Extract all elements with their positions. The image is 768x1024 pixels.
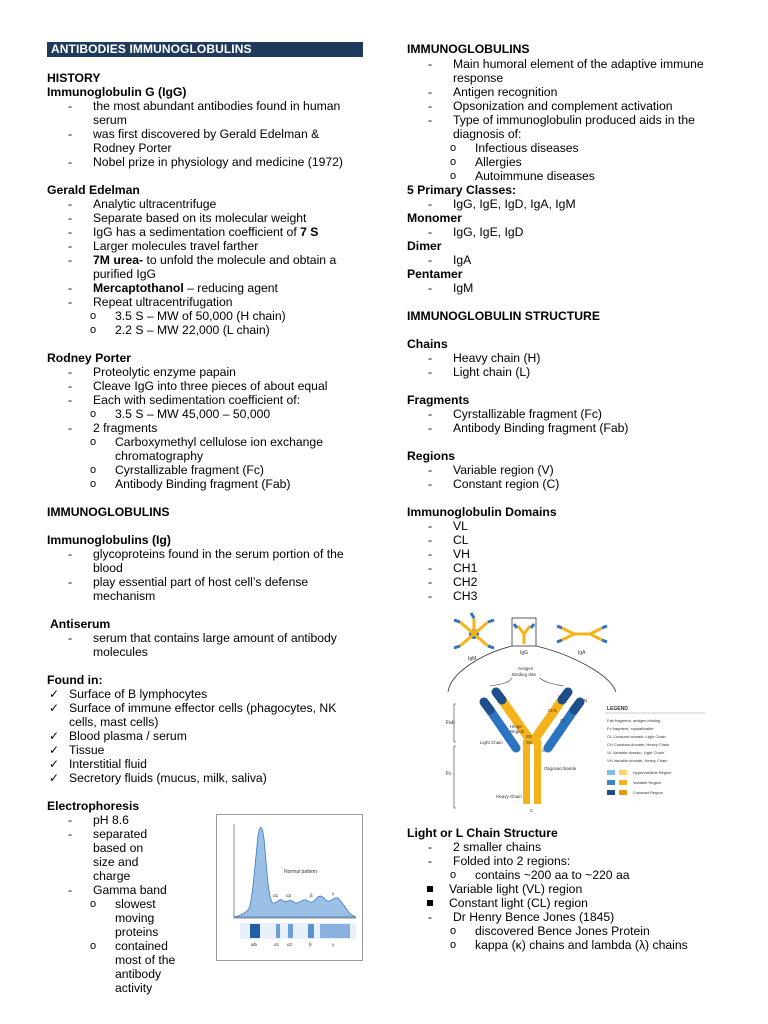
electrophoresis-figure <box>216 814 363 961</box>
list-item: - Cyrstallizable fragment (Fc) <box>428 407 602 421</box>
list-item: - separated based on size and charge <box>68 827 148 883</box>
zoom-line-right <box>536 646 616 692</box>
legend-region: Constant Region <box>633 790 663 795</box>
dimer-heading: Dimer <box>407 239 442 253</box>
binding-arc <box>490 678 564 686</box>
legend-line: CL Constant domain, Light Chain <box>607 734 666 739</box>
bottom-label: γ <box>332 942 335 947</box>
list-item: - VH <box>428 547 470 561</box>
list-item: - IgM <box>428 281 474 295</box>
peak-label: γ <box>332 891 335 896</box>
c-label: C <box>542 748 546 753</box>
list-item: - the most abundant antibodies found in human serum <box>68 99 341 127</box>
sub-item: o 3.5 S – MW 45,000 – 50,000 <box>90 407 271 421</box>
light-chain-label: Light Chain <box>480 740 503 745</box>
list-item: - Larger molecules travel farther <box>68 239 259 253</box>
list-item: - Antibody Binding fragment (Fab) <box>428 421 629 435</box>
list-item: - Gamma band <box>68 883 167 897</box>
sub-item: o discovered Bence Jones Protein <box>450 924 650 938</box>
classes-heading: 5 Primary Classes: <box>407 183 517 197</box>
porter-heading: Rodney Porter <box>47 351 131 365</box>
big-antibody <box>484 692 587 813</box>
list-item: - Type of immunoglobulin produced aids in the diagnosis of: <box>428 113 695 141</box>
binding-site-label: Binding Site <box>512 672 537 677</box>
list-item: - CH1 <box>428 561 478 575</box>
list-item: - Constant region (C) <box>428 477 560 491</box>
list-item: - pH 8.6 <box>68 813 129 827</box>
square-item: Constant light (CL) region <box>407 896 723 910</box>
right-column <box>407 42 723 603</box>
list-item: - Analytic ultracentrifuge <box>68 197 217 211</box>
list-item: - Mercaptothanol – reducing agent <box>68 281 278 295</box>
check-item: ✓ Tissue <box>49 743 105 757</box>
fab-label: Fab <box>446 720 455 726</box>
c-label-bottom: C <box>530 808 534 813</box>
legend-region: Hypervariable Region <box>633 770 672 775</box>
band-alpha2 <box>288 924 293 938</box>
monomer-heading: Monomer <box>407 211 462 225</box>
fragments-heading: Fragments <box>407 393 470 407</box>
regions-heading: Regions <box>407 449 456 463</box>
list-item: - CL <box>428 533 469 547</box>
list-item: - Light chain (L) <box>428 365 531 379</box>
sub-item: o Antibody Binding fragment (Fab) <box>90 477 291 491</box>
bottom-label: α2 <box>287 942 293 947</box>
list-item: - Separate based on its molecular weight <box>68 211 307 225</box>
list-item: - IgG, IgE, IgD <box>428 225 524 239</box>
igm-label: IgM <box>468 656 477 662</box>
electrophoresis-heading: Electrophoresis <box>47 799 140 813</box>
light-chain-section <box>407 826 723 952</box>
legend-line: CH Constant domain, Heavy Chain <box>607 742 670 747</box>
list-item: - IgA <box>428 253 472 267</box>
sub-item: o contains ~200 aa to ~220 aa <box>450 868 630 882</box>
swatch-var-light <box>607 780 615 785</box>
legend-region: Variable Region <box>633 780 662 785</box>
history-heading: HISTORY <box>47 71 101 85</box>
sub-item: o Autoimmune diseases <box>450 169 595 183</box>
antigen-label: Antigen <box>518 666 534 671</box>
stem-right <box>534 740 541 804</box>
list-item: - serum that contains large amount of antibody molecules <box>68 631 337 659</box>
list-item: - Heavy chain (H) <box>428 351 541 365</box>
pentamer-heading: Pentamer <box>407 267 463 281</box>
list-item: - CH3 <box>428 589 478 603</box>
check-item: ✓ Surface of immune effector cells (phagocytes, NK cells, mast cells) <box>49 701 337 729</box>
list-item: - Opsonization and complement activation <box>428 99 673 113</box>
domains-heading: Immunoglobulin Domains <box>407 505 557 519</box>
bottom-label: alb <box>251 942 258 947</box>
igg-heading: Immunoglobulin G (IgG) <box>47 85 187 99</box>
electrophoresis-svg <box>216 814 363 961</box>
list-item: - Cleave IgG into three pieces of about equal <box>68 379 328 393</box>
legend-line: Fab fragment, antigen-binding <box>607 718 661 723</box>
legend <box>605 706 705 795</box>
swatch-const-heavy <box>619 790 627 795</box>
fab-fc-brackets <box>454 704 456 808</box>
list-item: - Each with sedimentation coefficient of: <box>68 393 301 407</box>
hinge-label: Hinge <box>510 724 522 729</box>
right-variable <box>562 692 580 710</box>
ss-label: SS <box>526 734 533 739</box>
sub-item: o 3.5 S – MW of 50,000 (H chain) <box>90 309 286 323</box>
swatch-const-light <box>607 790 615 795</box>
heavy-chain-label: Heavy Chain <box>496 794 522 799</box>
band-alpha1 <box>276 924 280 938</box>
square-item: Variable light (VL) region <box>407 882 723 896</box>
ss-label-2: SS <box>526 740 533 745</box>
list-item: - Nobel prize in physiology and medicine (1972) <box>68 155 343 169</box>
list-item: - IgG has a sedimentation coefficient of 7 S <box>68 225 319 239</box>
legend-line: Fc fragment, crystallizable <box>607 726 654 731</box>
small-igm <box>454 613 494 648</box>
list-item: - Folded into 2 regions: <box>428 854 571 868</box>
sub-item: o Carboxymethyl cellulose ion exchange chromatography <box>90 435 323 463</box>
check-item: ✓ Secretory fluids (mucus, milk, saliva) <box>49 771 267 785</box>
list-item: - Dr Henry Bence Jones (1845) <box>428 910 615 924</box>
bottom-label: β <box>309 942 312 947</box>
swatch-hyper-heavy <box>619 770 627 775</box>
list-item: - 2 fragments <box>68 421 158 435</box>
peak-label: α2 <box>286 893 292 898</box>
sub-item: o Allergies <box>450 155 522 169</box>
band-beta <box>308 924 314 938</box>
swatch-hyper-light <box>607 770 615 775</box>
immunoglobulins-title: IMMUNOGLOBULINS <box>407 42 530 56</box>
legend-line: VL Variable domain, Light Chain <box>607 750 664 755</box>
legend-title: LEGEND <box>607 706 628 712</box>
list-item: - was first discovered by Gerald Edelman & Rodney Porter <box>68 127 320 155</box>
sub-item: o Cyrstallizable fragment (Fc) <box>90 463 264 477</box>
list-item: - 7M urea- to unfold the molecule and obtain a purified IgG <box>68 253 337 281</box>
bottom-label: α1 <box>274 942 280 947</box>
cl-label: CL <box>560 718 566 723</box>
small-iga <box>557 626 607 642</box>
vl-label: VL <box>558 694 564 699</box>
peak-label: β <box>310 893 313 898</box>
antibody-svg <box>440 612 710 820</box>
ig-heading: Immunoglobulins (Ig) <box>47 533 171 547</box>
list-item: - play essential part of host cell’s defense mechanism <box>68 575 309 603</box>
band-albumin <box>250 924 260 938</box>
list-item: - Repeat ultracentrifugation <box>68 295 233 309</box>
check-item: ✓ Interstitial fluid <box>49 757 147 771</box>
found-in-heading: Found in: <box>47 673 103 687</box>
zoom-line-left <box>448 646 512 692</box>
list-item: - CH2 <box>428 575 478 589</box>
left-variable <box>484 692 502 710</box>
iga-label: IgA <box>578 650 586 656</box>
list-item: - VL <box>428 519 468 533</box>
list-item: - Variable region (V) <box>428 463 554 477</box>
antibody-structure-figure <box>440 612 710 820</box>
fc-label: Fc <box>446 771 452 777</box>
swatch-var-heavy <box>619 780 627 785</box>
list-item: - Main humoral element of the adaptive immune response <box>428 57 704 85</box>
edelman-heading: Gerald Edelman <box>47 183 140 197</box>
peak-label: α1 <box>273 893 279 898</box>
list-item: - Proteolytic enzyme papain <box>68 365 236 379</box>
pattern-title: Normal pattern <box>284 869 318 875</box>
legend-line: VH Variable domain, Heavy Chain <box>607 758 668 763</box>
chains-heading: Chains <box>407 337 448 351</box>
n-label: N <box>584 698 588 703</box>
sub-item: o Infectious diseases <box>450 141 579 155</box>
sub-item: o 2.2 S – MW 22,000 (L chain) <box>90 323 270 337</box>
immunoglobulins-heading: IMMUNOGLOBULINS <box>47 505 170 519</box>
sub-item: o slowest moving proteins <box>90 897 159 939</box>
list-item: - IgG, IgE, IgD, IgA, IgM <box>428 197 576 211</box>
region-label: Region <box>510 729 525 734</box>
list-item: - Antigen recognition <box>428 85 558 99</box>
list-item: - 2 smaller chains <box>428 840 542 854</box>
ch1-label: CH1 <box>548 708 558 713</box>
antiserum-heading: Antiserum <box>50 617 111 631</box>
sub-item: o contained most of the antibody activity <box>90 939 176 995</box>
band-gamma <box>320 924 350 938</box>
banner-title: ANTIBODIES IMMUNOGLOBULINS <box>47 42 363 57</box>
check-item: ✓ Blood plasma / serum <box>49 729 187 743</box>
check-item: ✓ Surface of B lymphocytes <box>49 687 208 701</box>
oligo-label: Oligosaccharide <box>544 766 577 771</box>
light-chain-heading: Light or L Chain Structure <box>407 826 558 840</box>
structure-heading: IMMUNOGLOBULIN STRUCTURE <box>407 309 600 323</box>
stem-left <box>523 740 533 804</box>
igg-label: IgG <box>520 650 529 656</box>
sub-item: o kappa (κ) chains and lambda (λ) chains <box>450 938 688 952</box>
list-item: - glycoproteins found in the serum portion of the blood <box>68 547 344 575</box>
